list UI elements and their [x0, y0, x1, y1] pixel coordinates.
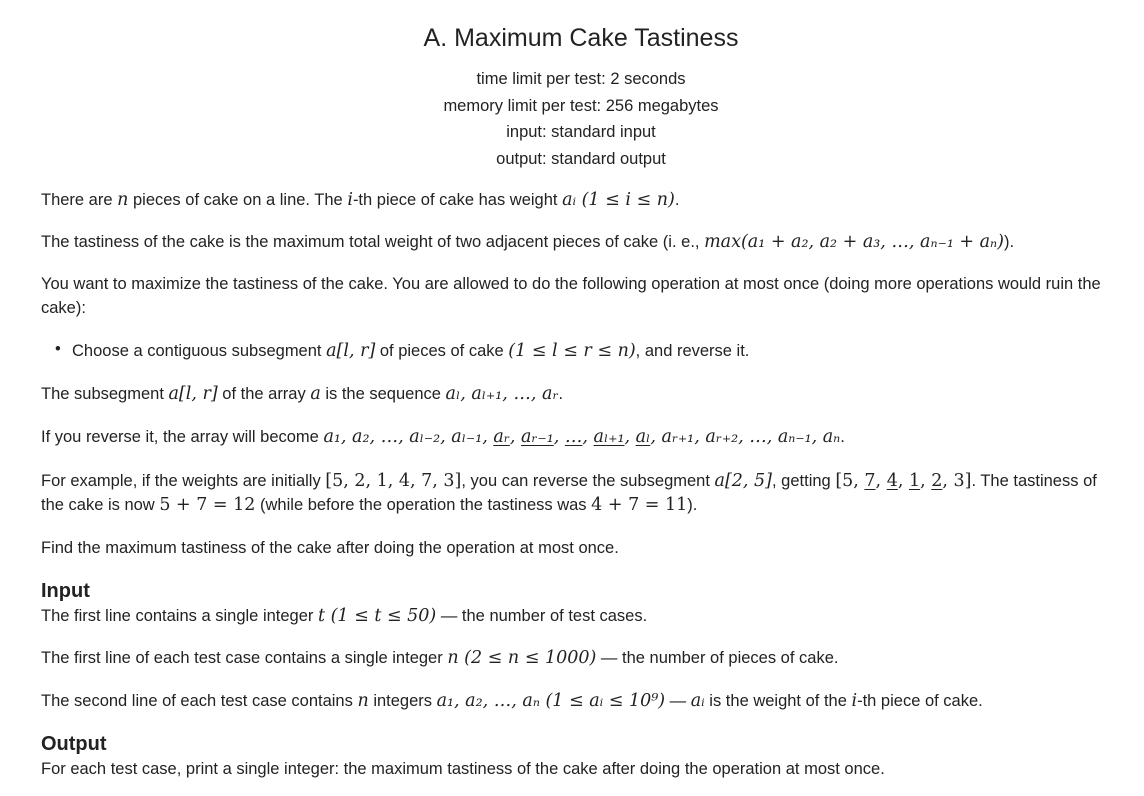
math: aᵢ (1 ≤ i ≤ n)	[562, 190, 675, 210]
math-underlined: …	[564, 427, 583, 447]
statement-paragraph-4: The subsegment a[l, r] of the array a is the sequence aₗ, aₗ₊₁, …, aᵣ.	[41, 384, 564, 404]
bullet-marker: •	[55, 340, 61, 358]
output-line-1: For each test case, print a single integer: the maximum tastiness of the cake after doing the operation at most once.	[41, 760, 885, 778]
math: t (1 ≤ t ≤ 50)	[317, 606, 437, 626]
math: n	[357, 691, 369, 711]
math: a₁, a₂, …, aₙ (1 ≤ aᵢ ≤ 10⁹)	[436, 691, 666, 711]
problem-title: A. Maximum Cake Tastiness	[423, 24, 739, 52]
statement-paragraph-3: You want to maximize the tastiness of the cake. You are allowed to do the following operation at most once (doing more operations would ruin the cake):	[41, 275, 1101, 317]
time-limit: time limit per test: 2 seconds	[476, 70, 686, 88]
math: a₁, a₂, …, aₗ₋₂, aₗ₋₁,	[323, 427, 494, 447]
statement-paragraph-1: There are n pieces of cake on a line. The i-th piece of cake has weight aᵢ (1 ≤ i ≤ n).	[41, 190, 680, 210]
math-underlined: aᵣ	[493, 427, 510, 447]
memory-limit: memory limit per test: 256 megabytes	[443, 96, 719, 115]
statement-paragraph-7: Find the maximum tastiness of the cake after doing the operation at most once.	[41, 539, 619, 557]
operation-bullet: Choose a contiguous subsegment a[l, r] of pieces of cake (1 ≤ l ≤ r ≤ n), and reverse it.	[72, 341, 750, 361]
math: 5 + 7 = 12	[159, 495, 256, 515]
math: i	[347, 190, 353, 210]
statement-paragraph-6: For example, if the weights are initially [5, 2, 1, 4, 7, 3], you can reverse the subsegment a[2, 5], getting [5, 7, 4, 1, 2, 3]. The tastiness of the cake is now 5 + 7 = 12 (while before the operation the tastiness was 4 + 7 = 11).	[41, 471, 1097, 515]
math-underlined: 1	[908, 471, 921, 491]
math-underlined: 7	[864, 471, 876, 491]
math: aᵢ	[690, 691, 705, 711]
input-section-header: Input	[41, 580, 90, 602]
input-line-2: The first line of each test case contains a single integer n (2 ≤ n ≤ 1000) — the number of pieces of cake.	[41, 648, 839, 668]
problem-limits	[41, 66, 1121, 172]
input-line-3: The second line of each test case contains n integers a₁, a₂, …, aₙ (1 ≤ aᵢ ≤ 10⁹) — aᵢ is the weight of the i-th piece of cake.	[41, 691, 983, 711]
math: n (2 ≤ n ≤ 1000)	[447, 648, 597, 668]
math: i	[851, 691, 858, 711]
output-spec: output: standard output	[496, 149, 666, 168]
math-underlined: 4	[886, 471, 898, 491]
math: (1 ≤ l ≤ r ≤ n)	[508, 341, 636, 361]
math-underlined: aᵣ₋₁	[521, 427, 554, 447]
math: 4 + 7 = 11	[591, 495, 688, 515]
math: n	[117, 190, 129, 210]
input-spec: input: standard input	[506, 123, 656, 141]
math: a[l, r]	[168, 384, 218, 404]
math-underlined: 2	[931, 471, 943, 491]
math: a[2, 5]	[714, 471, 773, 491]
math: a[l, r]	[326, 341, 376, 361]
statement-paragraph-5: If you reverse it, the array will become a₁, a₂, …, aₗ₋₂, aₗ₋₁, aᵣ, aᵣ₋₁, …, aₗ₊₁, aₗ, aᵣ₊₁, aᵣ₊₂, …, aₙ₋₁, aₙ.	[41, 427, 845, 447]
math: a	[310, 384, 321, 404]
math: [5, 2, 1, 4, 7, 3]	[325, 471, 462, 491]
statement-paragraph-2: The tastiness of the cake is the maximum total weight of two adjacent pieces of cake (i. e., max(a₁ + a₂, a₂ + a₃, …, aₙ₋₁ + aₙ)).	[41, 232, 1015, 252]
output-section-header: Output	[41, 733, 107, 755]
math: max(a₁ + a₂, a₂ + a₃, …, aₙ₋₁ + aₙ)	[704, 232, 1004, 252]
math: aₗ, aₗ₊₁, …, aᵣ	[445, 384, 559, 404]
input-line-1: The first line contains a single integer t (1 ≤ t ≤ 50) — the number of test cases.	[41, 606, 648, 626]
math-underlined: aₗ₊₁	[593, 427, 625, 447]
math-underlined: aₗ	[635, 427, 651, 447]
